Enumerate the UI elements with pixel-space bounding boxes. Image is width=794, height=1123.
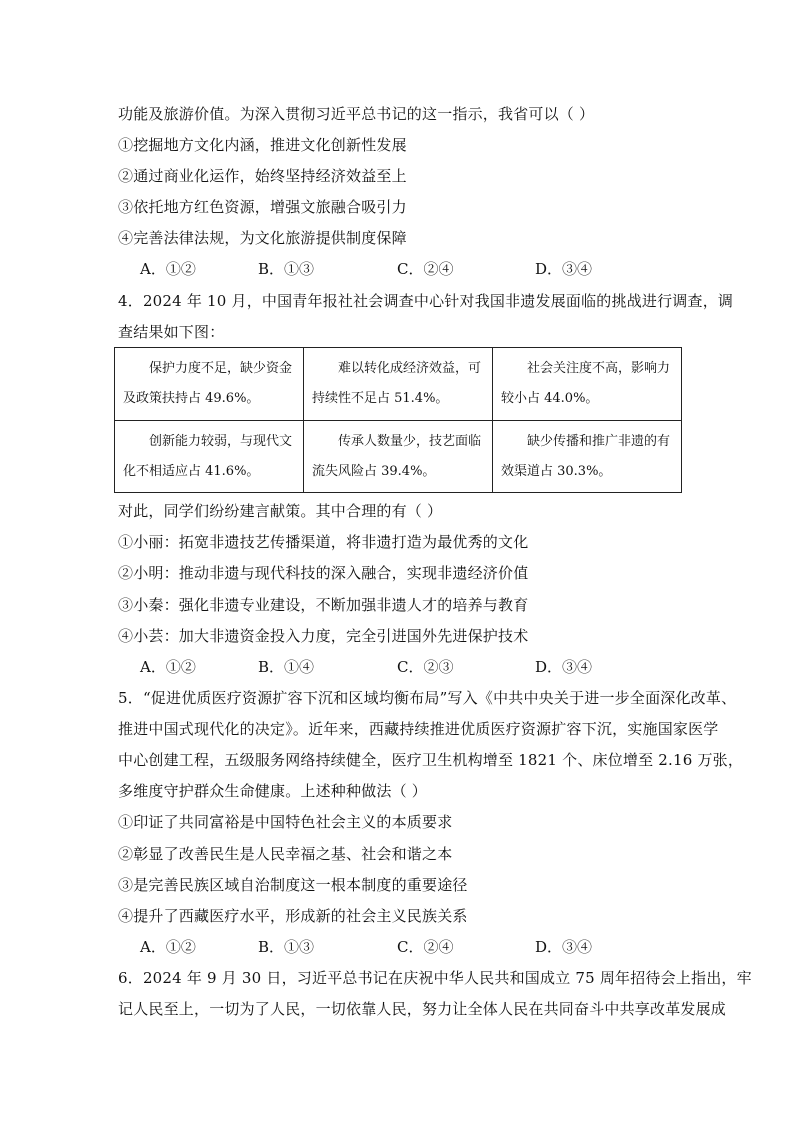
q5-stem-line-2: 推进中国式现代化的决定》。近年来，西藏持续推进优质医疗资源扩容下沉，实施国家医学 — [118, 720, 719, 738]
q4-stem-line-1: 4．2024 年 10 月，中国青年报社社会调查中心针对我国非遗发展面临的挑战进行调查，调 — [118, 292, 734, 310]
q4-option-3: ③小秦：强化非遗专业建设，不断加强非遗人才的培养与教育 — [118, 596, 529, 614]
table-cell: 难以转化成经济效益，可持续性不足占 51.4%。 — [304, 348, 493, 421]
q4-prompt: 对此，同学们纷纷建言献策。其中合理的有（ ） — [118, 502, 443, 520]
q3-option-4: ④完善法律法规，为文化旅游提供制度保障 — [118, 229, 407, 247]
q5-stem-line-1: 5．“促进优质医疗资源扩容下沉和区域均衡布局”写入《中共中央关于进一步全面深化改革、 — [118, 689, 737, 707]
q5-option-3: ③是完善民族区域自治制度这一根本制度的重要途径 — [118, 876, 468, 894]
survey-table — [114, 347, 682, 493]
q6-stem-line-1: 6．2024 年 9 月 30 日，习近平总书记在庆祝中华人民共和国成立 75 周年招待会上指出，牢 — [118, 969, 752, 987]
q4-choice-c: C．②③ — [397, 658, 454, 676]
q5-option-4: ④提升了西藏医疗水平，形成新的社会主义民族关系 — [118, 907, 468, 925]
q6-stem-line-2: 记人民至上，一切为了人民，一切依靠人民，努力让全体人民在共同奋斗中共享改革发展成 — [118, 1000, 727, 1018]
q4-option-2: ②小明：推动非遗与现代科技的深入融合，实现非遗经济价值 — [118, 564, 529, 582]
q4-choice-a: A．①② — [140, 658, 196, 676]
q5-option-2: ②彰显了改善民生是人民幸福之基、社会和谐之本 — [118, 845, 453, 863]
q4-stem-line-2: 查结果如下图： — [118, 323, 225, 341]
q5-stem-line-3: 中心创建工程，五级服务网络持续健全，医疗卫生机构增至 1821 个、床位增至 2.16 万张， — [118, 751, 744, 769]
q5-option-1: ①印证了共同富裕是中国特色社会主义的本质要求 — [118, 813, 453, 831]
q3-option-3: ③依托地方红色资源，增强文旅融合吸引力 — [118, 198, 407, 216]
q5-stem-line-4: 多维度守护群众生命健康。上述种种做法（ ） — [118, 782, 427, 800]
q5-choice-d: D．③④ — [535, 938, 593, 956]
q4-option-1: ①小丽：拓宽非遗技艺传播渠道，将非遗打造为最优秀的文化 — [118, 533, 529, 551]
table-cell: 缺少传播和推广非遗的有效渠道占 30.3%。 — [493, 420, 682, 493]
q3-choice-a: A．①② — [140, 260, 196, 278]
table-cell: 社会关注度不高，影响力较小占 44.0%。 — [493, 348, 682, 421]
q4-choice-d: D．③④ — [535, 658, 593, 676]
q5-choice-c: C．②④ — [397, 938, 454, 956]
q3-choice-d: D．③④ — [535, 260, 593, 278]
q3-choice-b: B．①③ — [258, 260, 315, 278]
q3-stem-line: 功能及旅游价值。为深入贯彻习近平总书记的这一指示，我省可以（ ） — [118, 105, 595, 123]
table-row — [115, 348, 682, 421]
q5-choice-b: B．①③ — [258, 938, 315, 956]
q3-choice-c: C．②④ — [397, 260, 454, 278]
table-cell: 保护力度不足，缺少资金及政策扶持占 49.6%。 — [115, 348, 304, 421]
q3-option-1: ①挖掘地方文化内涵，推进文化创新性发展 — [118, 136, 407, 154]
q3-option-2: ②通过商业化运作，始终坚持经济效益至上 — [118, 167, 407, 185]
table-cell: 传承人数量少，技艺面临流失风险占 39.4%。 — [304, 420, 493, 493]
q4-option-4: ④小芸：加大非遗资金投入力度，完全引进国外先进保护技术 — [118, 627, 529, 645]
table-cell: 创新能力较弱，与现代文化不相适应占 41.6%。 — [115, 420, 304, 493]
q5-choice-a: A．①② — [140, 938, 196, 956]
q4-choice-b: B．①④ — [258, 658, 315, 676]
table-row — [115, 420, 682, 493]
